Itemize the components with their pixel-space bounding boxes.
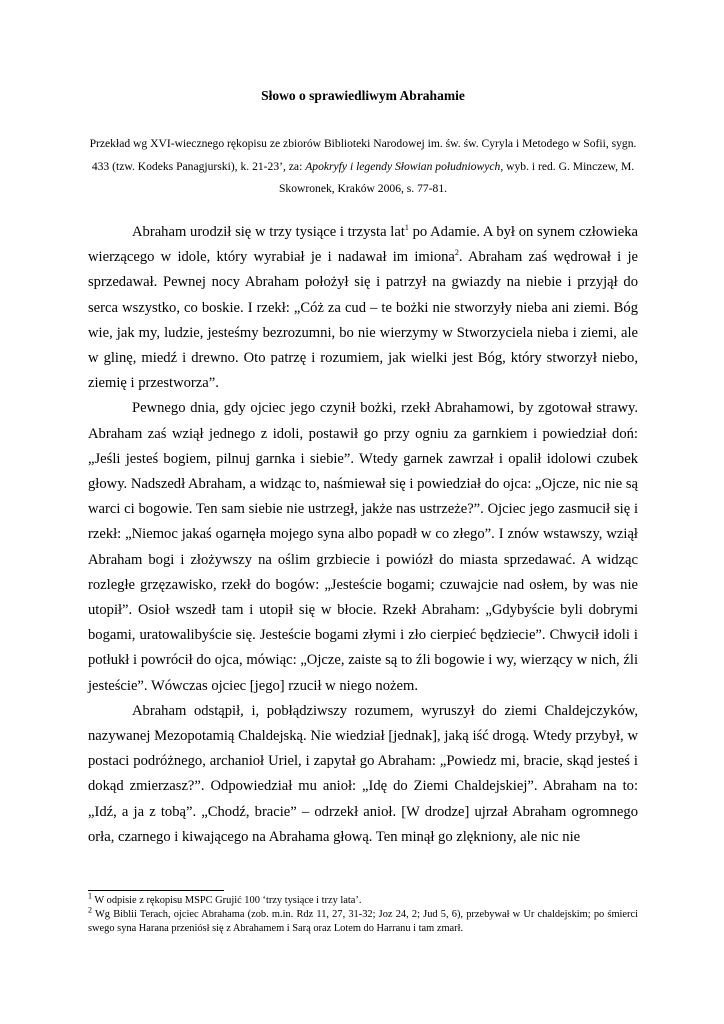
footnote-1-text: W odpisie z rękopisu MSPC Grujić 100 ‘trzy tysiące i trzy lata’. bbox=[92, 895, 362, 906]
source-book-title: Apokryfy i legendy Słowian południowych bbox=[305, 159, 501, 173]
document-body bbox=[88, 220, 638, 850]
footnote-2 bbox=[88, 905, 638, 936]
footnote-separator bbox=[88, 890, 224, 891]
footnote-1-mark: 1 bbox=[88, 891, 92, 901]
source-text-a: Przekład wg XVI-wiecznego rękopisu ze zbiorów Biblioteki Narodowej im. św. św. Cyryla i Metodego w Sofii, sygn. 433 (tzw. Kodeks Panagjurski), k. 21-23’, za: bbox=[89, 137, 637, 173]
paragraph-1-text-c: . Abraham zaś wędrował i je sprzedawał. Pewnej nocy Abraham położył się i patrzył na gwiazdy na niebie i przyjął do serca wszystko, co boskie. I rzekł: „Cóż za cud – te bożki nie stworzyły nieba ani ziemi. Bóg wie, jak my, ludzie, jesteśmy bezrozumni, bo nie wierzymy w Stworzyciela nieba i ziemi, ale w glinę, miedź i drewno. Oto patrzę i rozumiem, jak wielki jest Bóg, który stworzył niebo, ziemię i przestworza”. bbox=[88, 249, 638, 392]
footnote-2-text: Wg Biblii Terach, ojciec Abrahama (zob. m.in. Rdz 11, 27, 31-32; Joz 24, 2; Jud 5, 6), przebywał w Ur chaldejskim; po śmierci swego syna Harana przeniósł się z Abrahamem i Sarą oraz Lotem do Harranu i tam zmarł. bbox=[88, 908, 638, 934]
paragraph-3: Abraham odstąpił, i, pobłądziwszy rozumem, wyruszył do ziemi Chaldejczyków, nazywanej Mezopotamią Chaldejską. Nie wiedział [jednak], jaką iść drogą. Wtedy przybył, w postaci podróżnego, archanioł Uriel, i zapytał go Abraham: „Powiedz mi, bracie, skąd jesteś i dokąd zmierzasz?”. Odpowiedział mu anioł: „Idę do Ziemi Chaldejskiej”. Abraham na to: „Idź, a ja z tobą”. „Chodź, bracie” – odrzekł anioł. [W drodze] ujrzał Abraham ogromnego orła, czarnego i kiwającego na Abrahama głową. Ten minął go zlękniony, ale nic nie bbox=[88, 702, 638, 845]
paragraph-2: Pewnego dnia, gdy ojciec jego czynił bożki, rzekł Abrahamowi, by zgotował strawy. Abraham zaś wziął jednego z idoli, postawił go przy ogniu za garnkiem i powiedział doń: „Jeśli jesteś bogiem, pilnuj garnka i siebie”. Wtedy garnek zawrzał i opalił idolowi czubek głowy. Nadszedł Abraham, a widząc to, naśmiewał się i powiedział do ojca: „Ojcze, nic nie są warci ci bogowie. Ten sam siebie nie ustrzegł, jakże nas ustrzeże?”. Ojciec jego zasmucił się i rzekł: „Niemoc jakaś ogarnęła mojego syna albo popadł w co złego”. I znów wstawszy, wziął Abraham bogi i złożywszy na oślim grzbiecie i powiózł do miasta sprzedawać. A widząc rozległe grzęzawisko, rzekł do bogów: „Jesteście bogami; czuwajcie nad osłem, by was nie utopił”. Osioł wszedł tam i utopił się w błocie. Rzekł Abraham: „Gdybyście byli dobrymi bogami, uratowalibyście się. Jesteście bogami złymi i zło cierpieć będziecie”. Chwycił idoli i potłukł i powrócił do ojca, mówiąc: „Ojcze, zaiste są to źli bogowie i wy, wierzący w nich, źli jesteście”. Wówczas ojciec [jego] rzucił w niego nożem. bbox=[88, 400, 638, 694]
footnote-1 bbox=[88, 891, 638, 908]
document-title: Słowo o sprawiedliwym Abrahamie bbox=[261, 88, 465, 103]
footnote-ref-1[interactable]: 1 bbox=[404, 223, 409, 233]
paragraph-1-text-a: Abraham urodził się w trzy tysiące i trzysta lat bbox=[132, 224, 405, 240]
footnote-ref-2[interactable]: 2 bbox=[454, 248, 459, 258]
source-text-b: , wyb. i red. G. Minczew, M. Skowronek, Kraków 2006, s. 77-81. bbox=[278, 159, 635, 195]
paragraph-1 bbox=[88, 220, 638, 396]
footnotes bbox=[88, 891, 638, 935]
source-citation bbox=[88, 133, 638, 201]
footnote-2-mark: 2 bbox=[88, 905, 92, 915]
paragraph-1-text-b: po Adamie. A był on synem człowieka wierzącego w idole, który wyrabiał je i nadawał im imiona bbox=[88, 224, 638, 266]
